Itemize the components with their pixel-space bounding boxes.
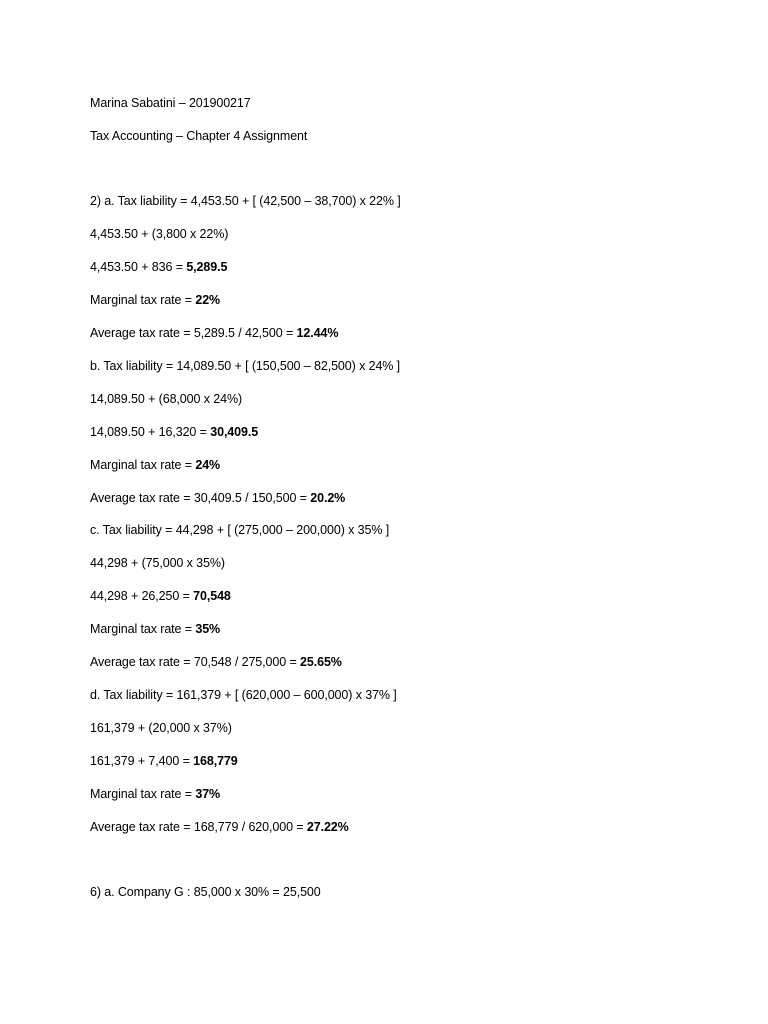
q2c-step: 44,298 + (75,000 x 35%) [90, 556, 225, 570]
q2a-marginal-rate [90, 292, 220, 308]
q2b-average-rate [90, 490, 345, 506]
q2c-marginal-rate [90, 621, 220, 637]
q2a-step: 4,453.50 + (3,800 x 22%) [90, 227, 229, 241]
q2d-tax-liability: d. Tax liability = 161,379 + [ (620,000 – 600,000) x 37% ] [90, 688, 397, 702]
q2a-result-expr: 4,453.50 + 836 = [90, 260, 187, 274]
q2a-average-rate [90, 325, 338, 341]
q2d-average-rate [90, 819, 349, 835]
q2c-marginal-label: Marginal tax rate = [90, 622, 196, 636]
q2c-average-rate [90, 654, 342, 670]
q2b-marginal-rate [90, 457, 220, 473]
q2c-average-value: 25.65% [300, 655, 342, 669]
q2b-marginal-value: 24% [195, 458, 221, 472]
q2a-result-value: 5,289.5 [186, 260, 228, 274]
q2c-result-expr: 44,298 + 26,250 = [90, 589, 194, 603]
q2b-result [90, 424, 258, 440]
q2c-tax-liability: c. Tax liability = 44,298 + [ (275,000 – 200,000) x 35% ] [90, 523, 390, 537]
q2b-result-value: 30,409.5 [210, 425, 259, 439]
q2d-marginal-label: Marginal tax rate = [90, 787, 196, 801]
q2a-result [90, 259, 227, 275]
q2b-tax-liability: b. Tax liability = 14,089.50 + [ (150,500 – 82,500) x 24% ] [90, 359, 401, 373]
q2b-average-expr: Average tax rate = 30,409.5 / 150,500 = [90, 491, 311, 505]
q2d-marginal-rate [90, 786, 220, 802]
q2d-marginal-value: 37% [195, 787, 221, 801]
q2d-result [90, 753, 238, 769]
q2a-average-expr: Average tax rate = 5,289.5 / 42,500 = [90, 326, 297, 340]
q2c-result [90, 588, 231, 604]
q2b-result-expr: 14,089.50 + 16,320 = [90, 425, 211, 439]
q2b-marginal-label: Marginal tax rate = [90, 458, 196, 472]
q2a-marginal-label: Marginal tax rate = [90, 293, 196, 307]
q2b-step: 14,089.50 + (68,000 x 24%) [90, 392, 243, 406]
q2a-average-value: 12.44% [296, 326, 339, 340]
author-line: Marina Sabatini – 201900217 [90, 96, 251, 110]
assignment-title: Tax Accounting – Chapter 4 Assignment [90, 129, 308, 143]
q2d-result-value: 168,779 [193, 754, 238, 768]
q2c-result-value: 70,548 [193, 589, 231, 603]
q2d-average-expr: Average tax rate = 168,779 / 620,000 = [90, 820, 307, 834]
q2a-marginal-value: 22% [195, 293, 221, 307]
q2d-step: 161,379 + (20,000 x 37%) [90, 721, 232, 735]
q6a-company-g: 6) a. Company G : 85,000 x 30% = 25,500 [90, 885, 321, 899]
q2c-average-expr: Average tax rate = 70,548 / 275,000 = [90, 655, 301, 669]
q2a-tax-liability: 2) a. Tax liability = 4,453.50 + [ (42,500 – 38,700) x 22% ] [90, 194, 401, 208]
q2c-marginal-value: 35% [195, 622, 221, 636]
q2b-average-value: 20.2% [310, 491, 346, 505]
q2d-average-value: 27.22% [306, 820, 349, 834]
q2d-result-expr: 161,379 + 7,400 = [90, 754, 194, 768]
